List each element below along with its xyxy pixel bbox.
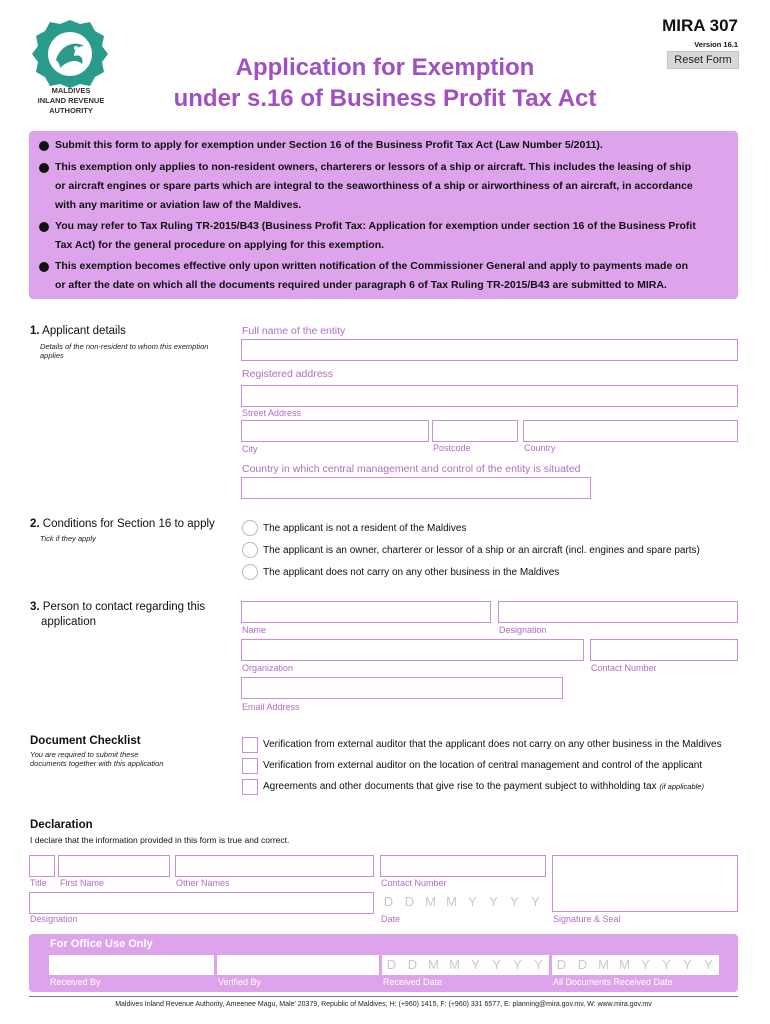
checklist-title: Document Checklist bbox=[30, 735, 141, 747]
contact-number-input[interactable] bbox=[590, 639, 738, 661]
all-docs-date-digit-m1: M bbox=[598, 957, 609, 972]
received-date-digit-y1: Y bbox=[471, 957, 480, 972]
declaration-contact-label: Contact Number bbox=[381, 878, 447, 888]
bullet-dot-2 bbox=[39, 163, 49, 173]
all-docs-date-digit-m2: M bbox=[619, 957, 630, 972]
all-docs-date-digit-y3: Y bbox=[683, 957, 692, 972]
logo-text-line2: INLAND REVENUE bbox=[37, 96, 105, 105]
date-digit-y1: Y bbox=[468, 894, 477, 909]
email-input[interactable] bbox=[241, 677, 563, 699]
declaration-first-name-label: First Name bbox=[60, 878, 105, 888]
section1-title: Applicant details bbox=[42, 325, 126, 337]
bullet-dot-4 bbox=[39, 262, 49, 272]
section3-title-line1: Person to contact regarding this bbox=[42, 601, 206, 613]
reset-form-button[interactable]: Reset Form bbox=[667, 51, 739, 69]
date-digit-m2: M bbox=[446, 894, 457, 909]
section3-number: 3. bbox=[30, 601, 40, 613]
received-date-label: Received Date bbox=[383, 977, 443, 987]
country-label: Country bbox=[524, 443, 556, 453]
section1-number: 1. bbox=[30, 325, 40, 337]
country-input[interactable] bbox=[523, 420, 738, 442]
signature-seal-box[interactable] bbox=[552, 855, 738, 912]
received-date-digit-y3: Y bbox=[513, 957, 522, 972]
verified-by-label: Verified By bbox=[218, 977, 262, 987]
contact-designation-label: Designation bbox=[499, 625, 547, 635]
page-title-line1: Application for Exemption bbox=[235, 54, 535, 81]
condition-radio-3[interactable] bbox=[242, 564, 258, 580]
date-digit-m1: M bbox=[425, 894, 436, 909]
email-label: Email Address bbox=[242, 702, 300, 712]
declaration-contact-input[interactable] bbox=[380, 855, 546, 877]
info-bullet-4-line1: This exemption becomes effective only upon written notification of the Commissioner General and apply to payments made on bbox=[55, 260, 689, 272]
info-bullet-2-line1: This exemption only applies to non-resident owners, charterers or lessors of a ship or aircraft. This includes the leasing of ship bbox=[55, 161, 691, 173]
verified-by-input[interactable] bbox=[217, 955, 379, 975]
checklist-item-1: Verification from external auditor that the applicant does not carry on any other business in the Maldives bbox=[263, 739, 722, 750]
street-address-input[interactable] bbox=[241, 385, 738, 407]
logo-text-line1: MALDIVES bbox=[51, 86, 91, 95]
postcode-input[interactable] bbox=[432, 420, 518, 442]
checklist-checkbox-1[interactable] bbox=[242, 737, 258, 753]
all-docs-date-input[interactable] bbox=[552, 955, 719, 975]
footer-address: Maldives Inland Revenue Authority, Ameenee Magu, Male' 20379, Republic of Maldives, H: (+960) 1415, F: (+960) 331 6577, E: planning@mira.gov.mv, W: www.mira.gov.mv bbox=[115, 1001, 652, 1008]
received-date-digit-y2: Y bbox=[492, 957, 501, 972]
signature-seal-label: Signature & Seal bbox=[553, 914, 621, 924]
checklist-checkbox-2[interactable] bbox=[242, 758, 258, 774]
declaration-designation-label: Designation bbox=[30, 914, 78, 924]
date-digit-y2: Y bbox=[489, 894, 498, 909]
section3-title-line2: application bbox=[41, 616, 96, 628]
received-date-input[interactable] bbox=[382, 955, 549, 975]
mira-emblem-icon bbox=[30, 18, 110, 90]
section1-subtitle-line2: applies bbox=[40, 351, 64, 360]
received-date-digit-d2: D bbox=[407, 957, 418, 972]
section1-subtitle-line1: Details of the non-resident to whom this exemption bbox=[40, 342, 209, 351]
declaration-designation-input[interactable] bbox=[29, 892, 374, 914]
info-bullet-1: Submit this form to apply for exemption under Section 16 of the Business Profit Tax Act (Law Number 5/2011). bbox=[55, 139, 603, 151]
received-date-digit-m1: M bbox=[428, 957, 439, 972]
checklist-checkbox-3[interactable] bbox=[242, 779, 258, 795]
all-docs-date-digit-y2: Y bbox=[662, 957, 671, 972]
section2-number: 2. bbox=[30, 518, 40, 530]
date-digit-d1: D bbox=[383, 894, 394, 909]
received-date-digit-y4: Y bbox=[534, 957, 543, 972]
all-docs-date-digit-d1: D bbox=[556, 957, 567, 972]
declaration-date-input[interactable] bbox=[380, 892, 546, 914]
contact-name-label: Name bbox=[242, 625, 267, 635]
city-input[interactable] bbox=[241, 420, 429, 442]
central-management-label: Country in which central management and control of the entity is situated bbox=[242, 463, 581, 475]
checklist-item-3: Agreements and other documents that give rise to the payment subject to withholding tax bbox=[263, 781, 657, 792]
info-bullet-3-line2: Tax Act) for the general procedure on applying for this exemption. bbox=[55, 239, 385, 251]
all-docs-date-digit-y4: Y bbox=[704, 957, 713, 972]
checklist-item-3-note: (if applicable) bbox=[659, 782, 704, 791]
info-bullet-3-line1: You may refer to Tax Ruling TR-2015/B43 (Business Profit Tax: Application for exemption under section 16 of the Business Profit bbox=[55, 220, 696, 232]
organization-label: Organization bbox=[242, 663, 294, 673]
page-title bbox=[140, 52, 630, 114]
declaration-title: Declaration bbox=[30, 819, 93, 831]
declaration-other-names-input[interactable] bbox=[175, 855, 374, 877]
condition-option-3: The applicant does not carry on any other business in the Maldives bbox=[263, 567, 560, 578]
checklist-subtitle-line2: documents together with this application bbox=[30, 759, 164, 768]
declaration-other-names-label: Other Names bbox=[176, 878, 230, 888]
info-bullet-4-line2: or after the date on which all the documents required under paragraph 6 of Tax Ruling TR-2015/B43 are submitted to MIRA. bbox=[55, 279, 667, 291]
declaration-statement: I declare that the information provided in this form is true and correct. bbox=[30, 835, 290, 845]
declaration-title-label: Title bbox=[30, 878, 47, 888]
declaration-date-label: Date bbox=[381, 914, 401, 924]
checklist-subtitle-line1: You are required to submit these bbox=[30, 750, 139, 759]
bullet-dot-1 bbox=[39, 141, 49, 151]
all-docs-date-label: All Documents Received Date bbox=[553, 977, 673, 987]
form-code: MIRA 307 bbox=[662, 16, 738, 35]
registered-address-label: Registered address bbox=[242, 368, 334, 380]
city-label: City bbox=[242, 444, 258, 454]
footer-divider bbox=[29, 996, 738, 997]
condition-radio-2[interactable] bbox=[242, 542, 258, 558]
section2-subtitle: Tick if they apply bbox=[40, 534, 96, 543]
logo-text-line3: AUTHORITY bbox=[49, 106, 93, 115]
date-digit-y4: Y bbox=[531, 894, 540, 909]
central-management-input[interactable] bbox=[241, 477, 591, 499]
info-bullet-2-line2: or aircraft engines or spare parts which are integral to the seaworthiness of a ship or airworthiness of an aircraft, in accordance bbox=[55, 180, 693, 192]
full-name-input[interactable] bbox=[241, 339, 738, 361]
office-use-title: For Office Use Only bbox=[50, 938, 153, 950]
all-docs-date-digit-y1: Y bbox=[641, 957, 650, 972]
mira-logo bbox=[30, 18, 110, 90]
condition-option-2: The applicant is an owner, charterer or lessor of a ship or an aircraft (incl. engines and spare parts) bbox=[263, 545, 700, 556]
declaration-first-name-input[interactable] bbox=[58, 855, 170, 877]
form-version: Version 16.1 bbox=[694, 40, 738, 49]
page-title-line2: under s.16 of Business Profit Tax Act bbox=[173, 85, 597, 112]
contact-designation-input[interactable] bbox=[498, 601, 738, 623]
street-address-label: Street Address bbox=[242, 408, 302, 418]
received-date-digit-d1: D bbox=[386, 957, 397, 972]
full-name-label: Full name of the entity bbox=[242, 325, 346, 337]
contact-number-label: Contact Number bbox=[591, 663, 657, 673]
received-by-label: Received By bbox=[50, 977, 101, 987]
condition-radio-1[interactable] bbox=[242, 520, 258, 536]
contact-name-input[interactable] bbox=[241, 601, 491, 623]
received-by-input[interactable] bbox=[49, 955, 214, 975]
received-date-digit-m2: M bbox=[449, 957, 460, 972]
organization-input[interactable] bbox=[241, 639, 584, 661]
all-docs-date-digit-d2: D bbox=[577, 957, 588, 972]
checklist-item-2: Verification from external auditor on the location of central management and control of the applicant bbox=[263, 760, 703, 771]
date-digit-d2: D bbox=[404, 894, 415, 909]
info-bullet-2-line3: with any maritime or aviation law of the Maldives. bbox=[55, 199, 302, 211]
bullet-dot-3 bbox=[39, 222, 49, 232]
condition-option-1: The applicant is not a resident of the Maldives bbox=[263, 523, 467, 534]
postcode-label: Postcode bbox=[433, 443, 471, 453]
date-digit-y3: Y bbox=[510, 894, 519, 909]
section2-title: Conditions for Section 16 to apply bbox=[42, 518, 215, 530]
declaration-title-input[interactable] bbox=[29, 855, 55, 877]
